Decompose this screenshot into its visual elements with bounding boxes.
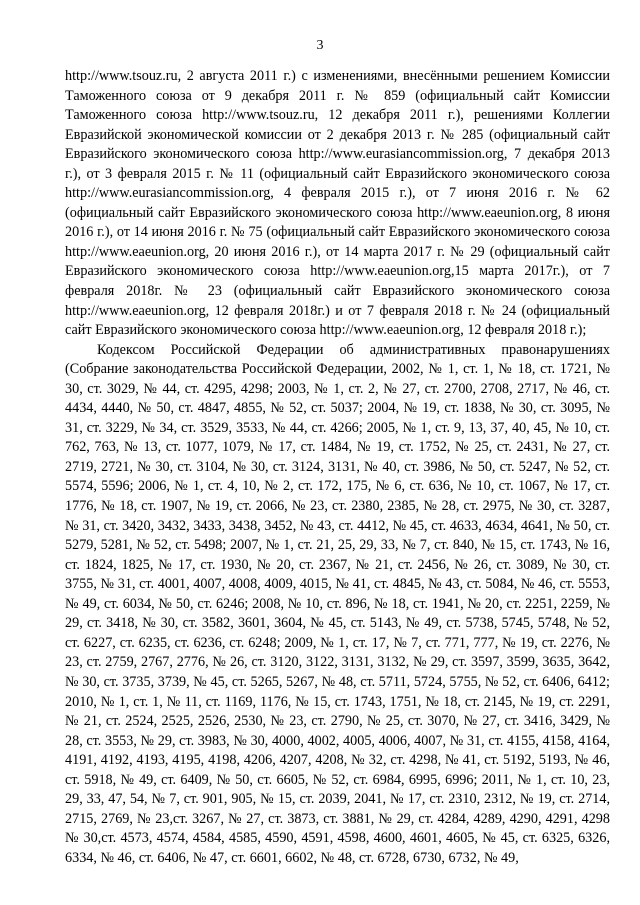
document-body	[65, 67, 610, 868]
paragraph-administrative-code-citations: Кодексом Российской Федерации об административных правонарушениях (Собрание законодательства Российской Федерации, 2002, № 1, ст. 1, № 18, ст. 1721, № 30, ст. 3029, № 44, ст. 4295, 4298; 2003, № 1, ст. 2, № 27, ст. 2700, 2708, 2717, № 46, ст. 4434, 4440, № 50, ст. 4847, 4855, № 52, ст. 5037; 2004, № 19, ст. 1838, № 30, ст. 3095, № 31, ст. 3229, № 34, ст. 3529, 3533, № 44, ст. 4266; 2005, № 1, ст. 9, 13, 37, 40, 45, № 10, ст. 762, 763, № 13, ст. 1077, 1079, № 17, ст. 1484, № 19, ст. 1752, № 25, ст. 2431, № 27, ст. 2719, 2721, № 30, ст. 3104, № 30, ст. 3124, 3131, № 40, ст. 3986, № 50, ст. 5247, № 52, ст. 5574, 5596; 2006, № 1, ст. 4, 10, № 2, ст. 172, 175, № 6, ст. 636, № 10, ст. 1067, № 17, ст. 1776, № 18, ст. 1907, № 19, ст. 2066, № 23, ст. 2380, 2385, № 28, ст. 2975, № 30, ст. 3287, № 31, ст. 3420, 3432, 3433, 3438, 3452, № 43, ст. 4412, № 45, ст. 4633, 4634, 4641, № 50, ст. 5279, 5281, № 52, ст. 5498; 2007, № 1, ст. 21, 25, 29, 33, № 7, ст. 840, № 15, ст. 1743, № 16, ст. 1824, 1825, № 17, ст. 1930, № 20, ст. 2367, № 21, ст. 2456, № 26, ст. 3089, № 30, ст. 3755, № 31, ст. 4001, 4007, 4008, 4009, 4015, № 41, ст. 4845, № 43, ст. 5084, № 46, ст. 5553, № 49, ст. 6034, № 50, ст. 6246; 2008, № 10, ст. 896, № 18, ст. 1941, № 20, ст. 2251, 2259, № 29, ст. 3418, № 30, ст. 3582, 3601, 3604, № 45, ст. 5143, № 49, ст. 5738, 5745, 5748, № 52, ст. 6227, ст. 6235, ст. 6236, ст. 6248; 2009, № 1, ст. 17, № 7, ст. 771, 777, № 19, ст. 2276, № 23, ст. 2759, 2767, 2776, № 26, ст. 3120, 3122, 3131, 3132, № 29, ст. 3597, 3599, 3635, 3642, № 30, ст. 3735, 3739, № 45, ст. 5265, 5267, № 48, ст. 5711, 5724, 5755, № 52, ст. 6406, 6412; 2010, № 1, ст. 1, № 11, ст. 1169, 1176, № 15, ст. 1743, 1751, № 18, ст. 2145, № 19, ст. 2291, № 21, ст. 2524, 2525, 2526, 2530, № 23, ст. 2790, № 25, ст. 3070, № 27, ст. 3416, 3429, № 28, ст. 3553, № 29, ст. 3983, № 30, 4000, 4002, 4005, 4006, 4007, № 31, ст. 4155, 4158, 4164, 4191, 4192, 4193, 4195, 4198, 4206, 4207, 4208, № 32, ст. 4298, № 41, ст. 5192, 5193, № 46, ст. 5918, № 49, ст. 6409, № 50, ст. 6605, № 52, ст. 6984, 6995, 6996; 2011, № 1, ст. 10, 23, 29, 33, 47, 54, № 7, ст. 901, 905, № 15, ст. 2039, 2041, № 17, ст. 2310, 2312, № 19, ст. 2714, 2715, 2769, № 23,ст. 3267, № 27, ст. 3873, ст. 3881, № 29, ст. 4284, 4289, 4290, 4291, 4298 № 30,ст. 4573, 4574, 4584, 4585, 4590, 4591, 4598, 4600, 4601, 4605, № 45, ст. 6325, 6326, 6334, № 46, ст. 6406, № 47, ст. 6601, 6602, № 48, ст. 6728, 6730, 6732, № 49,	[65, 341, 610, 866]
paragraph-customs-union-decisions: http://www.tsouz.ru, 2 августа 2011 г.) с изменениями, внесёнными решением Комиссии Таможенного союза от 9 декабря 2011 г. № 859 (официальный сайт Комиссии Таможенного союза http://www.tsouz.ru, 12 декабря 2011 г.), решениями Коллегии Евразийской экономической комиссии от 2 декабря 2013 г. № 285 (официальный сайт Евразийского экономического союза http://www.eurasiancommission.org, 7 декабря 2013 г.), от 3 февраля 2015 г. № 11 (официальный сайт Евразийского экономического союза http://www.eurasiancommission.org, 4 февраля 2015 г.), от 7 июня 2016 г. № 62 (официальный сайт Евразийского экономического союза http://www.eaeunion.org, 8 июня 2016 г.), от 14 июня 2016 г. № 75 (официальный сайт Евразийского экономического союза http://www.eaeunion.org, 20 июня 2016 г.), от 14 марта 2017 г. № 29 (официальный сайт Евразийского экономического союза http://www.eaeunion.org,15 марта 2017г.), от 7 февраля 2018г. № 23 (официальный сайт Евразийского экономического союза http://www.eaeunion.org, 12 февраля 2018г.) и от 7 февраля 2018 г. № 24 (официальный сайт Евразийского экономического союза http://www.eaeunion.org, 12 февраля 2018 г.);	[65, 68, 610, 339]
page-number: 3	[316, 38, 324, 53]
